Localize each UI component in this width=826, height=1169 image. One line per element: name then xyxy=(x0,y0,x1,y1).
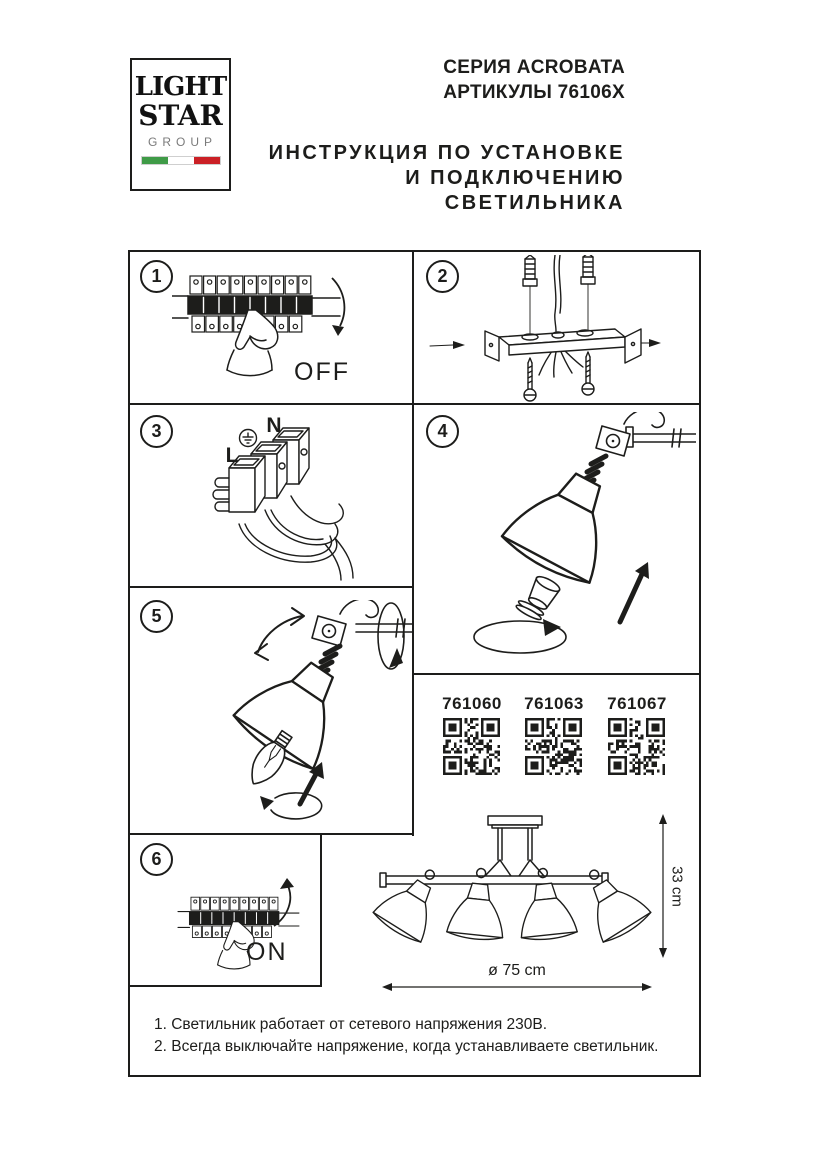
step-2-number: 2 xyxy=(437,266,448,286)
italy-flag-icon xyxy=(141,156,221,165)
screw-icon xyxy=(582,352,594,395)
mounting-bracket-illustration xyxy=(425,255,695,405)
lamp-shade xyxy=(499,457,632,590)
step-3-number: 3 xyxy=(151,421,162,441)
lightstar-logo xyxy=(130,58,231,191)
grid-row2-right-divider xyxy=(412,673,701,675)
qr-code xyxy=(608,718,665,775)
curved-arrow-down-icon xyxy=(332,278,344,336)
slide-arrow-icon xyxy=(430,341,465,349)
chandelier-lamp xyxy=(372,856,456,946)
height-dimension-line xyxy=(659,814,667,958)
qr-article-label: 761067 xyxy=(607,694,667,713)
qr-code xyxy=(443,718,500,775)
terminal-block-illustration xyxy=(195,418,405,583)
instruction-title-line2: И ПОДКЛЮЧЕНИЮ СВЕТИЛЬНИКА xyxy=(405,167,625,214)
step-6-number: 6 xyxy=(151,849,162,869)
slide-arrow-icon xyxy=(641,339,661,347)
qr-code xyxy=(525,718,582,775)
flag-green-stripe xyxy=(142,157,168,164)
flag-white-stripe xyxy=(168,157,194,164)
bulb-installation-illustration xyxy=(140,600,415,832)
instruction-title-block xyxy=(240,141,625,216)
step-4-number: 4 xyxy=(437,421,448,441)
panel6-bottom-border xyxy=(128,985,322,987)
note-safety: 2. Всегда выключайте напряжение, когда устанавливаете светильник. xyxy=(154,1038,659,1055)
hanging-loop xyxy=(624,412,664,427)
logo-word-group: GROUP xyxy=(147,135,217,149)
lamp-shade-assembly-illustration xyxy=(428,412,696,667)
arm-rotation-icon xyxy=(378,603,404,669)
logo-word-light: LIGHT xyxy=(134,72,227,102)
hanging-loop xyxy=(340,600,378,617)
screw-icon xyxy=(524,358,536,401)
lamp-shade xyxy=(230,643,362,775)
line-wire-label: L xyxy=(225,444,239,467)
wall-plug-icon xyxy=(581,255,595,329)
ceiling-mount xyxy=(485,816,544,876)
diameter-dimension-line xyxy=(382,983,652,991)
step-1-badge xyxy=(140,260,173,293)
lamp-arm xyxy=(596,412,696,456)
wall-plug-icon xyxy=(523,255,537,333)
logo-word-star: STAR xyxy=(138,99,223,132)
instruction-title-line1: ИНСТРУКЦИЯ ПО УСТАНОВКЕ xyxy=(268,142,625,164)
step-5-number: 5 xyxy=(151,606,162,626)
qr-article-label: 761060 xyxy=(442,694,502,713)
height-dimension-label: 33 cm xyxy=(668,866,686,907)
series-title: СЕРИЯ ACROBATA xyxy=(443,57,625,78)
assembly-arrow-icon xyxy=(620,562,649,622)
off-label: OFF xyxy=(294,358,350,386)
rotate-direction-icon xyxy=(474,619,566,653)
bulb-rotation-icon xyxy=(260,793,322,819)
on-label: ON xyxy=(246,938,288,966)
step-6-badge xyxy=(140,843,173,876)
swivel-arrow-icon xyxy=(255,608,304,660)
qr-article-label: 761063 xyxy=(524,694,584,713)
step-3-badge xyxy=(140,415,173,448)
wire-stubs xyxy=(213,478,229,511)
article-title: АРТИКУЛЫ 76106X xyxy=(443,82,625,103)
chandelier-lamp xyxy=(568,856,653,946)
flag-red-stripe xyxy=(194,157,220,164)
ceiling-wires xyxy=(539,255,583,377)
step-1-number: 1 xyxy=(151,266,162,286)
note-voltage: 1. Светильник работает от сетевого напряжения 230В. xyxy=(154,1016,548,1033)
series-title-block xyxy=(380,55,625,105)
diameter-dimension-label: ø 75 cm xyxy=(488,962,546,979)
grid-row2-left-divider xyxy=(128,586,414,588)
neutral-wire-label: N xyxy=(266,414,282,437)
